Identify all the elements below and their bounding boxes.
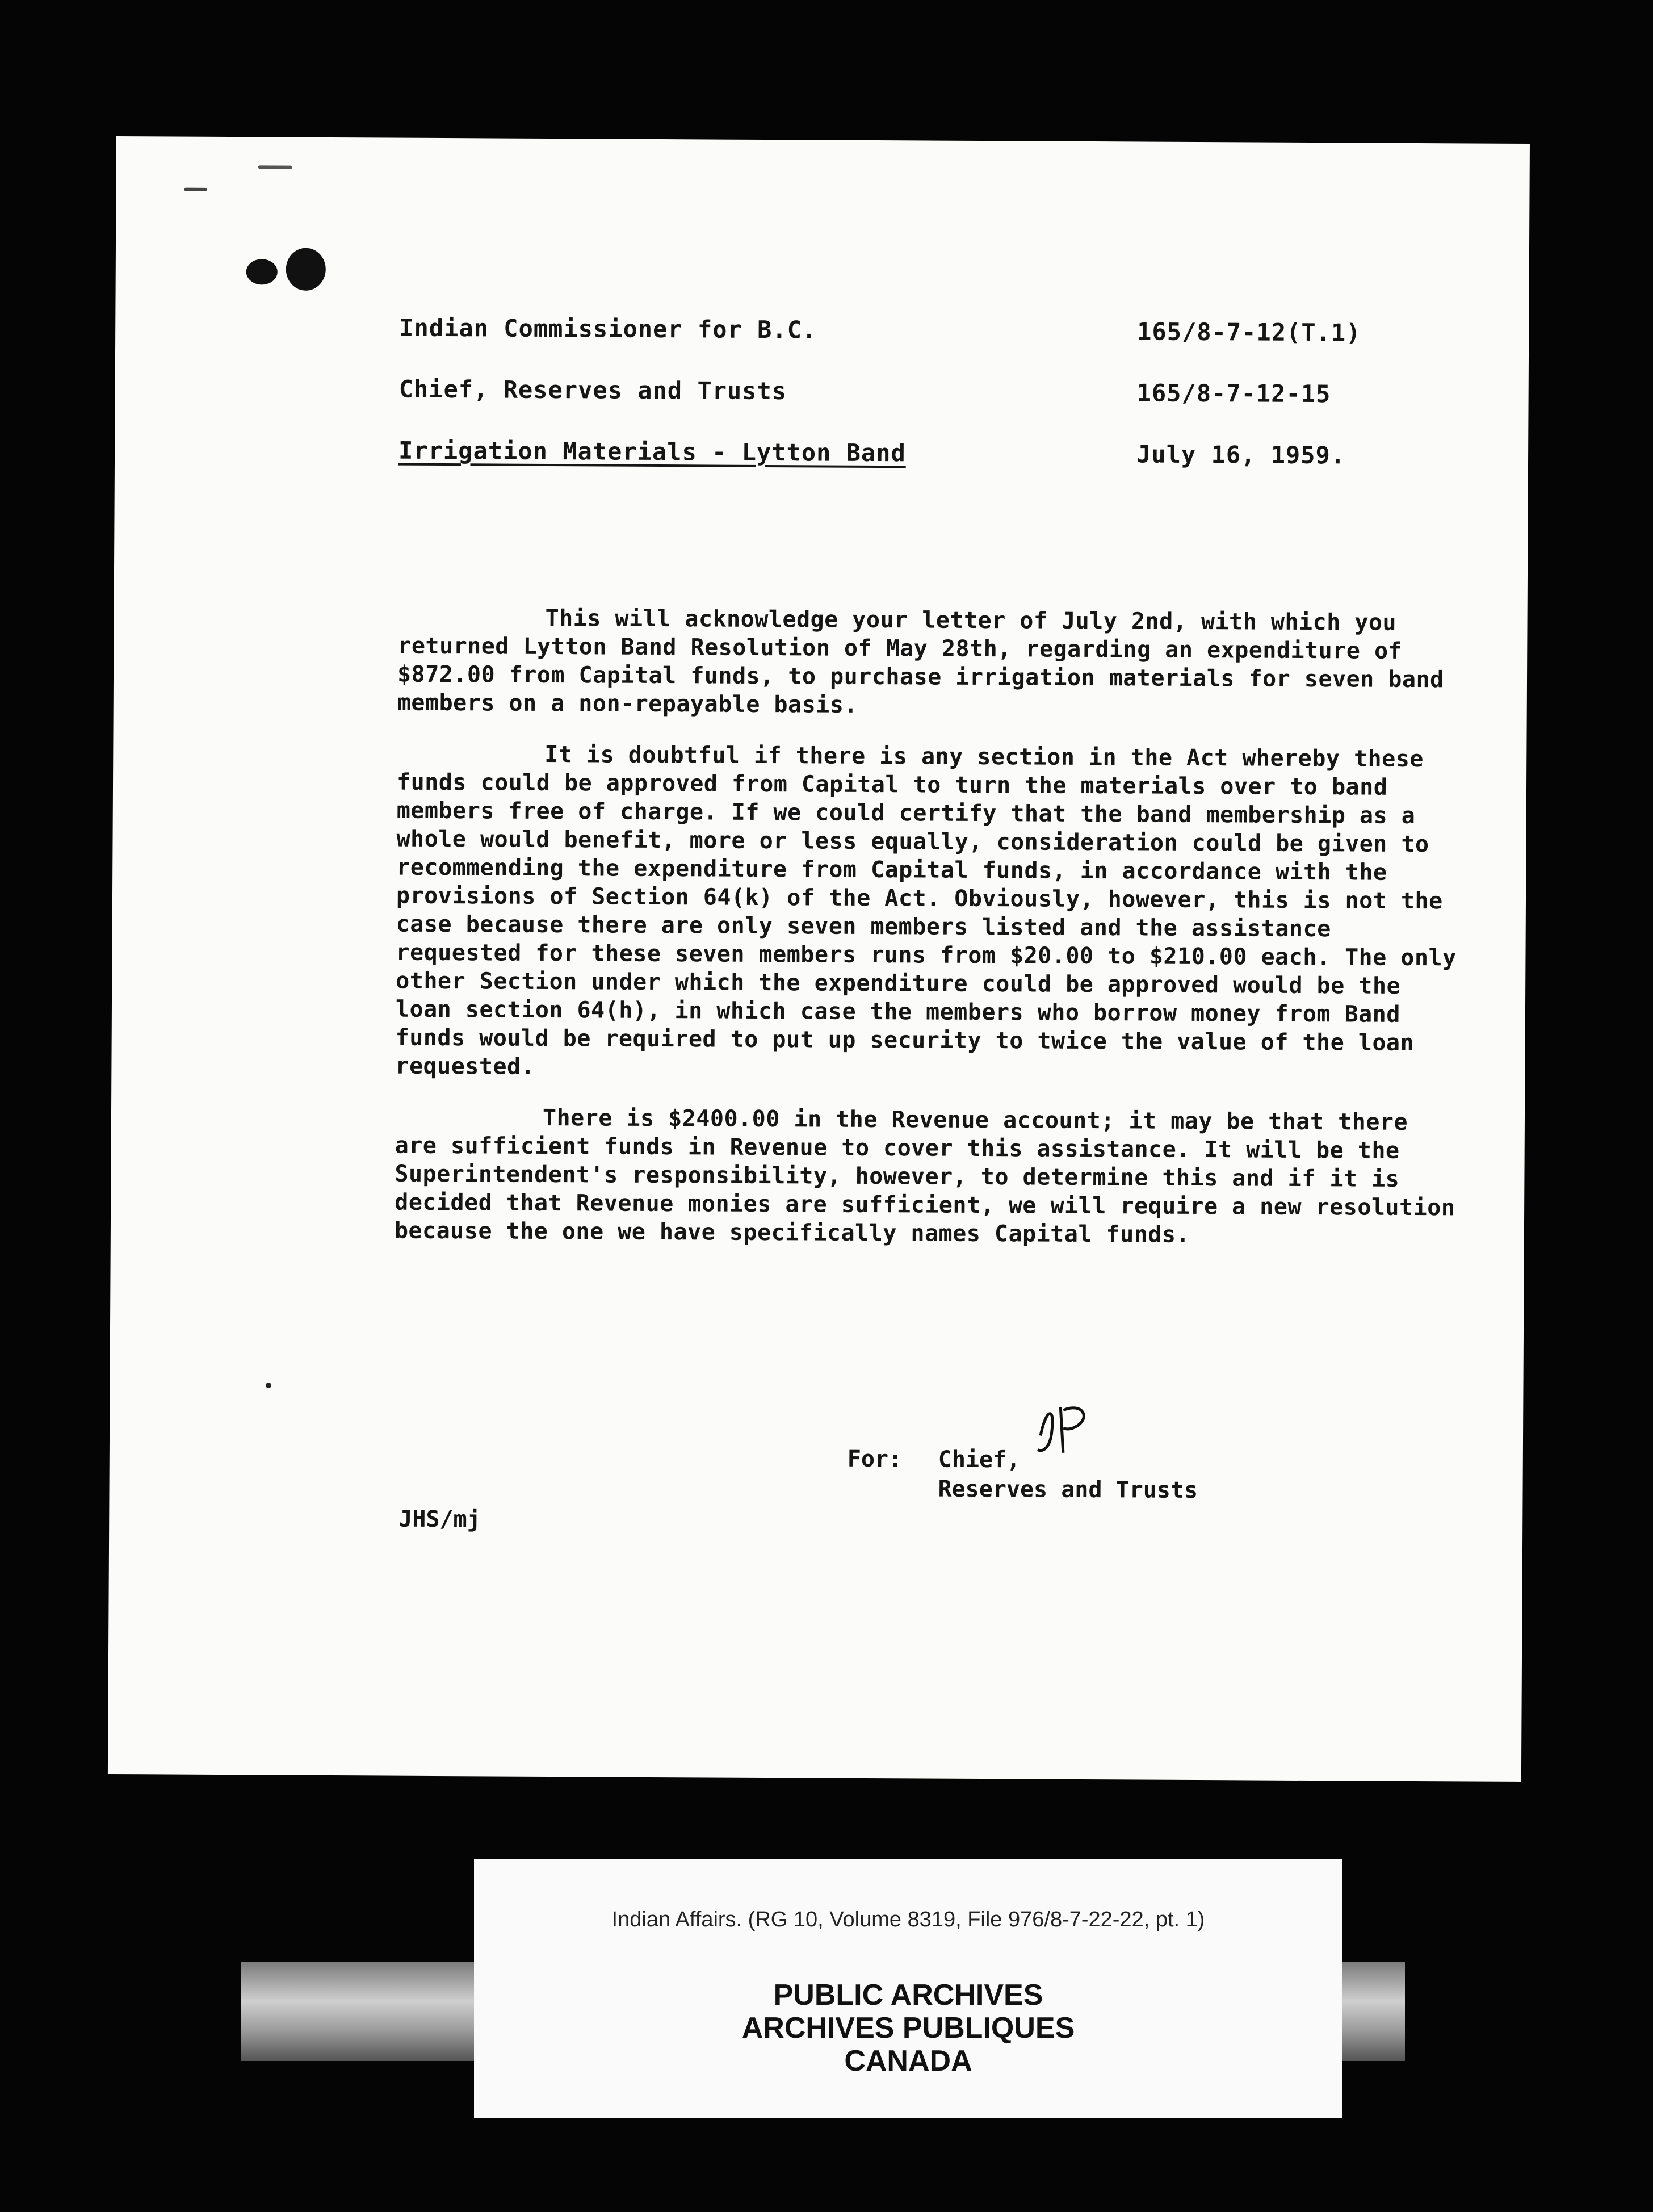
archive-label	[474, 1859, 1342, 2118]
file-reference-1: 165/8-7-12(T.1)	[1137, 317, 1361, 347]
label-mount-strip-left	[241, 1962, 474, 2061]
file-reference-2: 165/8-7-12-15	[1136, 379, 1331, 408]
memo-header	[398, 314, 1478, 504]
archive-title	[474, 1979, 1342, 2077]
ink-smudge	[246, 259, 278, 284]
body-paragraph-1: This will acknowledge your letter of July 2nd, with which you returned Lytton Band Resolution of May 28th, regarding an expenditure of $872.00 from Capital funds, to purchase irrigation materials for seven band members on a non-repayable basis.	[397, 605, 1444, 718]
archive-title-line-2: ARCHIVES PUBLIQUES	[741, 2012, 1075, 2045]
ink-smudge	[184, 188, 207, 191]
archive-title-line-1: PUBLIC ARCHIVES	[773, 1979, 1043, 2012]
header-row-from	[398, 375, 1478, 442]
memo-from: Chief, Reserves and Trusts	[398, 375, 787, 405]
header-row-to	[399, 314, 1478, 381]
signature-block	[847, 1446, 1198, 1503]
memo-body	[395, 604, 1465, 1273]
ink-smudge	[286, 248, 326, 291]
memo-subject: Irrigation Materials - Lytton Band	[398, 436, 906, 467]
body-paragraph-2: It is doubtful if there is any section in the Act whereby these funds could be approved from Capital to turn the materials over to band members free of charge. If we could certify that the band membership as a whole would benefit, more or less equally, consideration could be given to recommending the expenditure from Capital funds, in accordance with the provisions of Section 64(k) of the Act. Obviously, however, this is not the case because there are only seven members listed and the assistance requested for these seven members runs from $20.00 to $210.00 each. The only other Section under which the expenditure could be approved would be the loan section 64(h), in which case the members who borrow money from Band funds would be required to put up security to twice the value of the loan requested.	[395, 741, 1457, 1080]
body-paragraph-3: There is $2400.00 in the Revenue account; it may be that there are sufficient funds in Revenue to cover this assistance. It will be the Superintendent's responsibility, however, to determine this and if it is decided that Revenue monies are sufficient, we will require a new resolution because the one we have specifically names Capital funds.	[394, 1104, 1455, 1248]
signature-line-1	[848, 1446, 1198, 1474]
ink-smudge	[258, 165, 292, 169]
header-row-subject	[398, 437, 1478, 504]
archive-reference: Indian Affairs. (RG 10, Volume 8319, File 976/8-7-22-22, pt. 1)	[611, 1908, 1205, 1932]
memo-to: Indian Commissioner for B.C.	[399, 313, 817, 344]
signature-title: Chief,	[938, 1446, 1021, 1473]
memo-date: July 16, 1959.	[1136, 440, 1346, 470]
signature-for-label: For:	[847, 1446, 903, 1473]
memo-page	[108, 136, 1530, 1782]
film-speck	[266, 1382, 271, 1388]
archive-title-line-3: CANADA	[844, 2045, 972, 2077]
signature-line-2: Reserves and Trusts	[938, 1476, 1198, 1504]
typist-reference: JHS/mj	[398, 1506, 481, 1533]
